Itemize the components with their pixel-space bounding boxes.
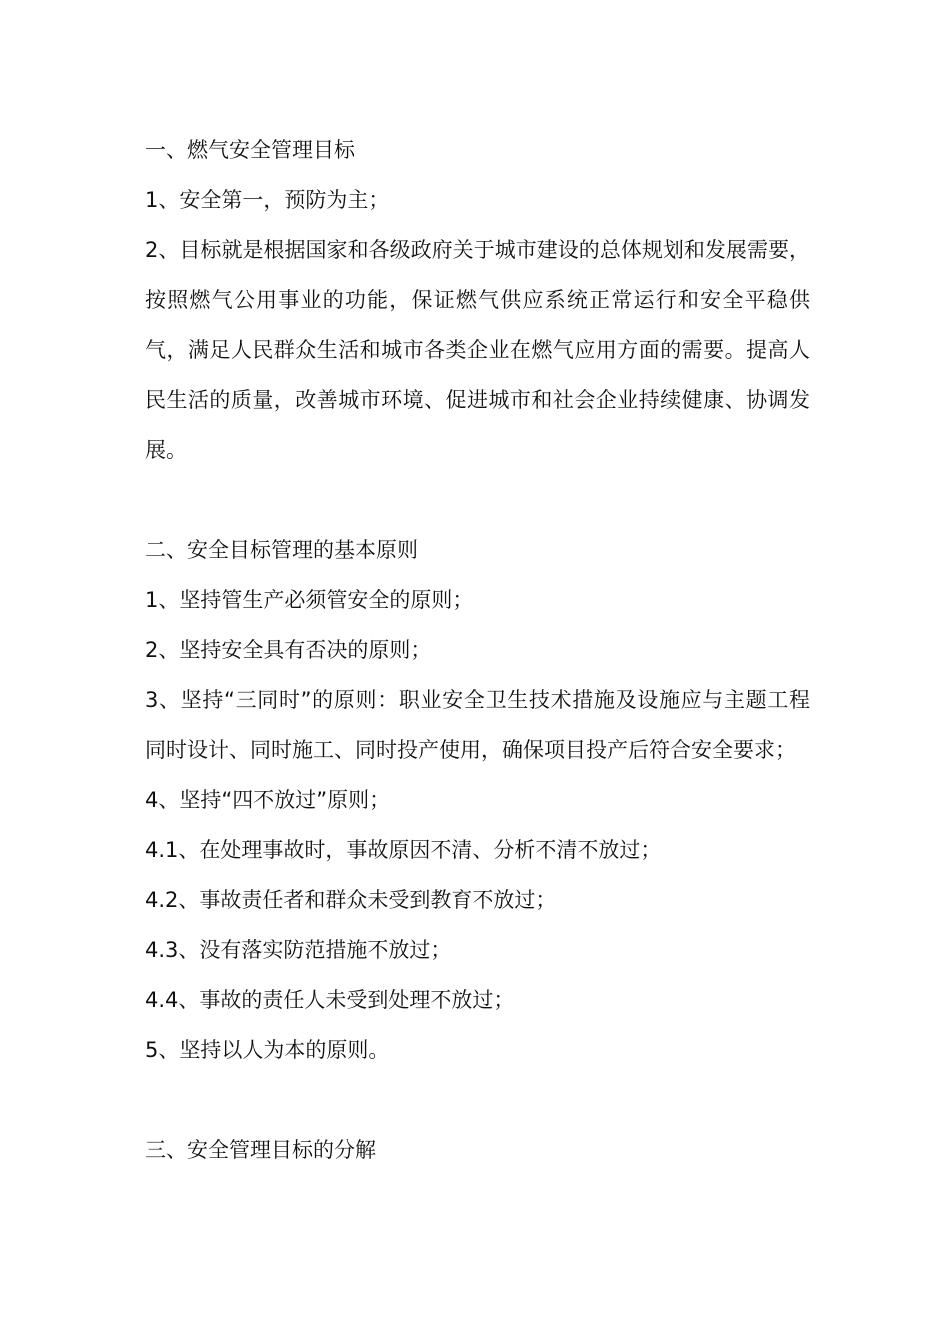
blank-line	[145, 475, 810, 525]
section2-item-2: 2、坚持安全具有否决的原则；	[145, 638, 432, 662]
section2-item-4-1: 4.1、在处理事故时，事故原因不清、分析不清不放过；	[145, 838, 662, 862]
section2-item-3: 3、坚持“三同时”的原则：职业安全卫生技术措施及设施应与主题工程同时设计、同时施工、同时投产使用，确保项目投产后符合安全要求；	[145, 688, 810, 762]
section2-item-5: 5、坚持以人为本的原则。	[145, 1038, 390, 1062]
document-body	[145, 125, 810, 1175]
blank-line	[145, 1075, 810, 1125]
section-heading-3: 三、安全管理目标的分解	[145, 1138, 376, 1162]
section2-item-1: 1、坚持管生产必须管安全的原则；	[145, 588, 474, 612]
section1-item-2: 2、目标就是根据国家和各级政府关于城市建设的总体规划和发展需要，按照燃气公用事业的功能，保证燃气供应系统正常运行和安全平稳供气，满足人民群众生活和城市各类企业在燃气应用方面的需要。提高人民生活的质量，改善城市环境、促进城市和社会企业持续健康、协调发展。	[145, 238, 810, 462]
section2-item-4-2: 4.2、事故责任者和群众未受到教育不放过；	[145, 888, 557, 912]
section-heading-1: 一、燃气安全管理目标	[145, 138, 355, 162]
section-heading-2: 二、安全目标管理的基本原则	[145, 538, 418, 562]
section2-item-4-4: 4.4、事故的责任人未受到处理不放过；	[145, 988, 515, 1012]
section1-item-1: 1、安全第一，预防为主；	[145, 188, 390, 212]
section2-item-4: 4、坚持“四不放过”原则；	[145, 788, 391, 812]
section2-item-4-3: 4.3、没有落实防范措施不放过；	[145, 938, 452, 962]
